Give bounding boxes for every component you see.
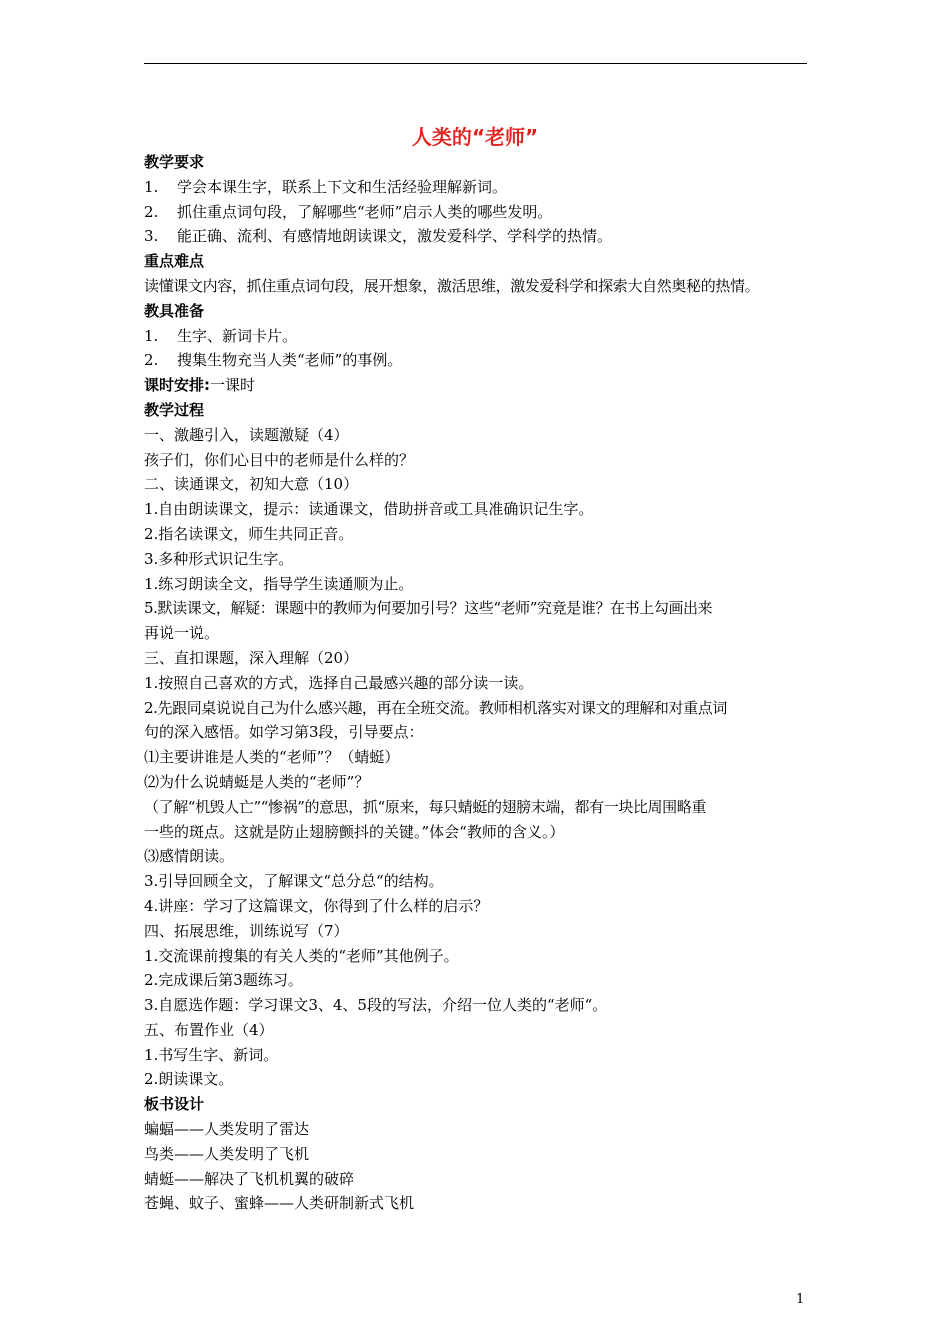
process-line: 2.朗读课文。: [144, 1070, 234, 1089]
process-line: 三、直扣课题，深入理解（20）: [144, 648, 359, 667]
process-line: 2.先跟同桌说说自己为什么感兴趣，再在全班交流。教师相机落实对课文的理解和对重点词: [144, 698, 727, 717]
process-line: 1.交流课前搜集的有关人类的“老师”其他例子。: [144, 946, 459, 965]
process-line: 1.练习朗读全文，指导学生读通顺为止。: [144, 574, 414, 593]
process-line: 3.多种形式识记生字。: [144, 549, 294, 568]
list-item: 2. 抓住重点词句段，了解哪些“老师”启示人类的哪些发明。: [144, 202, 553, 221]
process-line: 2.完成课后第3题练习。: [144, 971, 303, 990]
list-item: 1. 学会本课生字，联系上下文和生活经验理解新词。: [144, 177, 508, 196]
page-number: 1: [796, 1292, 805, 1307]
list-item: 1. 生字、新词卡片。: [144, 326, 298, 345]
process-line: 1.按照自己喜欢的方式，选择自己最感兴趣的部分读一读。: [144, 673, 534, 692]
process-line: 1.书写生字、新词。: [144, 1045, 279, 1064]
process-line: 一些的斑点。这就是防止翅膀颤抖的关键。”体会“教师的含义。）: [144, 822, 565, 841]
process-line: 5.默读课文，解疑：课题中的教师为何要加引号？这些“老师”究竟是谁？在书上勾画出来: [144, 599, 713, 618]
board-line: 苍蝇、蚊子、蜜蜂——人类研制新式飞机: [144, 1194, 415, 1213]
section-heading-requirements: 教学要求: [144, 153, 205, 171]
process-line: ⑶感情朗读。: [144, 847, 235, 866]
header-rule: [144, 63, 807, 64]
document-body: [144, 150, 816, 1216]
process-line: ⑵为什么说蜻蜓是人类的“老师”？: [144, 772, 370, 791]
section-heading-key-points: 重点难点: [144, 252, 205, 271]
schedule-line: 课时安排:一课时: [144, 376, 256, 395]
list-item: 3. 能正确、流利、有感情地朗读课文，激发爱科学、学科学的热情。: [144, 227, 613, 246]
process-line: ⑴主要讲谁是人类的“老师”？（蜻蜓）: [144, 748, 400, 767]
process-line: 再说一说。: [144, 624, 220, 643]
process-line: 一、激趣引入，读题激疑（4）: [144, 425, 349, 444]
key-points-text: 读懂课文内容，抓住重点词句段，展开想象，激活思维，激发爱科学和探索大自然奥秘的热情。: [144, 276, 760, 295]
section-heading-materials: 教具准备: [144, 301, 205, 320]
process-lines: [144, 423, 816, 1093]
process-line: 1.自由朗读课文，提示：读通课文，借助拼音或工具准确识记生字。: [144, 500, 594, 519]
process-line: 2.指名读课文，师生共同正音。: [144, 524, 354, 543]
process-line: 二、读通课文，初知大意（10）: [144, 475, 359, 494]
process-line: 4.讲座：学习了这篇课文，你得到了什么样的启示？: [144, 896, 489, 915]
board-line: 蝙蝠——人类发明了雷达: [144, 1120, 310, 1139]
process-line: 3.自愿选作题：学习课文3、4、5段的写法，介绍一位人类的“老师“。: [144, 996, 608, 1015]
document-title: 人类的“老师”: [411, 125, 539, 149]
section-heading-process: 教学过程: [144, 400, 205, 419]
process-line: 3.引导回顾全文，了解课文“总分总“的结构。: [144, 872, 444, 891]
process-line: 五、布置作业（4）: [144, 1020, 274, 1039]
board-line: 蜻蜓——解决了飞机机翼的破碎: [144, 1169, 355, 1188]
section-heading-board: 板书设计: [144, 1095, 205, 1114]
process-line: （了解“机毁人亡”“惨祸”的意思，抓“原来，每只蜻蜓的翅膀末端，都有一块比周围略重: [144, 797, 706, 816]
board-line: 鸟类——人类发明了飞机: [144, 1144, 310, 1163]
list-item: 2. 搜集生物充当人类“老师”的事例。: [144, 351, 403, 370]
process-line: 孩子们，你们心目中的老师是什么样的？: [144, 450, 415, 469]
process-line: 句的深入感悟。如学习第3段，引导要点：: [144, 723, 424, 742]
process-line: 四、拓展思维，训练说写（7）: [144, 921, 349, 940]
